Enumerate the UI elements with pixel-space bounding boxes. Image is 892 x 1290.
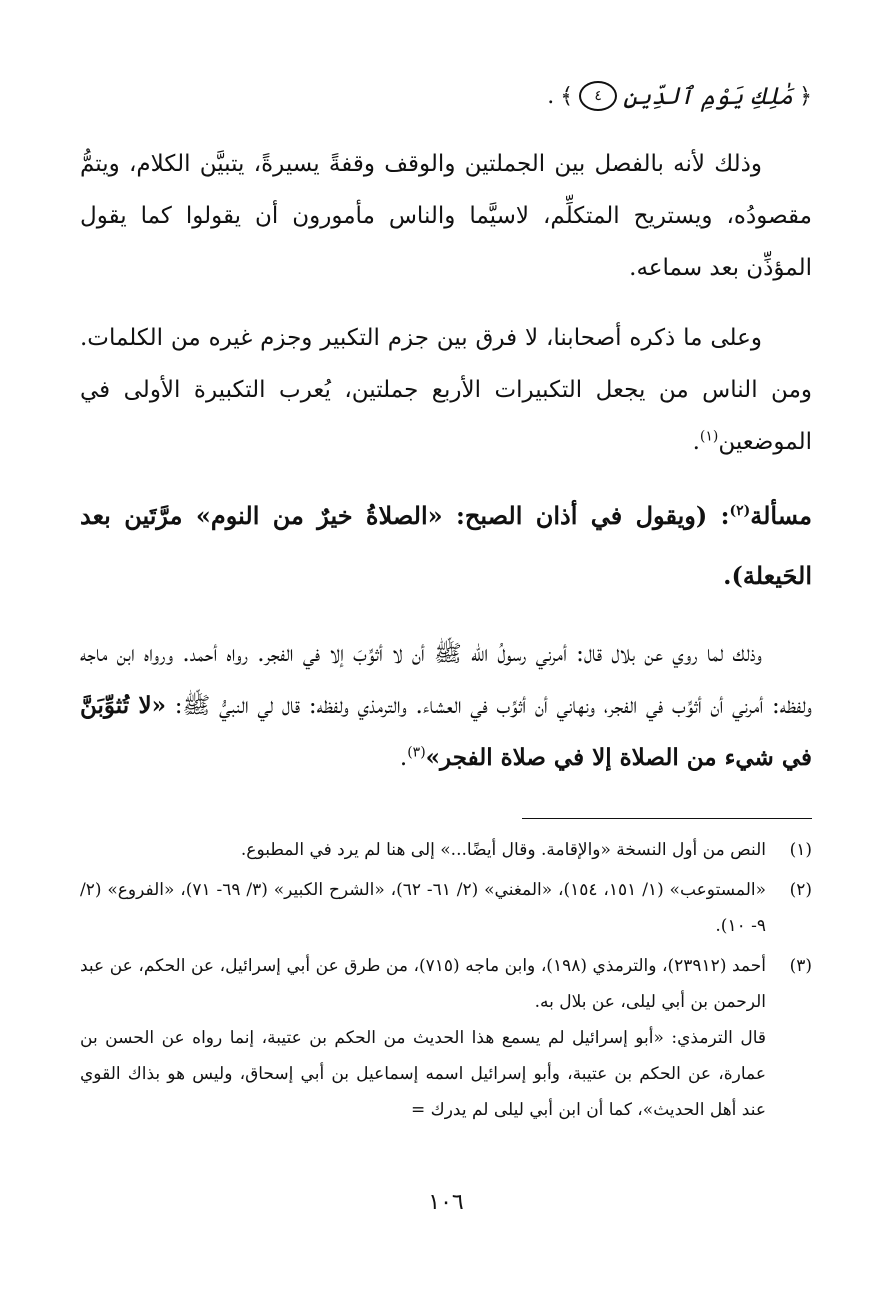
footnote-body: [80, 832, 766, 868]
footnotes: [80, 832, 812, 1132]
masala-text: : (ويقول في أذان الصبح: «الصلاةُ خيرٌ من النوم» مرَّتَين بعد الحَيعلة).: [80, 501, 812, 590]
footnote-body: [80, 948, 766, 1128]
hadith-quote: «لا تُثوِّبَنَّ في شيء من الصلاة إلا في صلاة الفجر»: [80, 692, 812, 771]
footnote-line: أحمد (٢٣٩١٢)، والترمذي (١٩٨)، وابن ماجه (٧١٥)، من طرق عن أبي إسرائيل، عن الحكم، عن عبد الرحمن بن أبي ليلى، عن بلال به.: [80, 956, 766, 1012]
masala-label: مسألة: [750, 501, 812, 530]
footnote-ref-2[interactable]: (٢): [729, 503, 751, 519]
close-ornate-bracket: ﴾: [560, 83, 574, 109]
footnote-divider: [522, 818, 812, 819]
footnote-line: النص من أول النسخة «والإقامة. وقال أيضًا...» إلى هنا لم يرد في المطبوع.: [240, 840, 766, 860]
paragraph-4-end: .: [399, 745, 408, 771]
footnote-line: «المستوعب» (١/ ١٥١، ١٥٤)، «المغني» (٢/ ٦١- ٦٢)، «الشرح الكبير» (٣/ ٦٩- ٧١)، «الفروع» (٢/ ٩- ١٠).: [80, 880, 767, 936]
footnote-ref-1[interactable]: (١): [699, 428, 719, 445]
main-text: [80, 138, 812, 802]
footnote-number: (٢): [789, 880, 812, 900]
footnote-ref-3[interactable]: (٣): [407, 744, 426, 761]
footnote-number: (١): [789, 840, 812, 860]
footnote-3: [80, 948, 812, 1128]
paragraph-2: [80, 312, 812, 468]
footnote-line: قال الترمذي: «أبو إسرائيل لم يسمع هذا الحديث من الحكم بن عتيبة، إنما رواه عن الحسن بن عمارة، عن الحكم بن عتيبة، وأبو إسرائيل اسمه إسماعيل بن أبي إسحاق، وليس هو بذاك القوي عند أهل الحديث»، كما أن ابن أبي ليلى لم يدرك =: [80, 1028, 766, 1120]
footnote-1: [80, 832, 812, 868]
page-header-verse: [547, 72, 812, 120]
verse-text: مَٰلِكِ يَوْمِ ٱلدِّينِ: [623, 82, 794, 110]
paragraph-1: وذلك لأنه بالفصل بين الجملتين والوقف وقفةً يسيرةً، يتبيَّن الكلام، ويتمُّ مقصودُه، ويستريح المتكلِّم، لاسيَّما والناس مأمورون أن يقولوا كما يقول المؤذِّن بعد سماعه.: [80, 151, 812, 281]
footnote-2: [80, 872, 812, 944]
header-period: .: [547, 83, 555, 109]
paragraph-2-text: وعلى ما ذكره أصحابنا، لا فرق بين جزم التكبير وجزم غيره من الكلمات. ومن الناس من يجعل التكبيرات الأربع جملتين، يُعرب التكبيرة الأولى في الموضعين: [80, 325, 812, 455]
verse-number-badge: ٤: [579, 81, 617, 111]
paragraph-4-text: وذلك لما روي عن بلال قال: أمرني رسولُ الله ﷺ أن لا أثوِّبَ إلا في الفجر. رواه أحمد. ورواه ابن ماجه ولفظه: أمرني أن أثوِّب في الفجر، ونهاني أن أثوِّب في العشاء. والترمذي ولفظه: قال لي النبيُّ ﷺ:: [80, 641, 812, 719]
footnote-body: [80, 872, 766, 944]
paragraph-4: [80, 628, 812, 784]
masala-heading: [80, 486, 812, 606]
open-ornate-bracket: ﴿: [799, 83, 812, 109]
page-number: ١٠٦: [428, 1190, 464, 1215]
paragraph-2-end: .: [692, 429, 700, 455]
footnote-number: (٣): [789, 956, 812, 976]
